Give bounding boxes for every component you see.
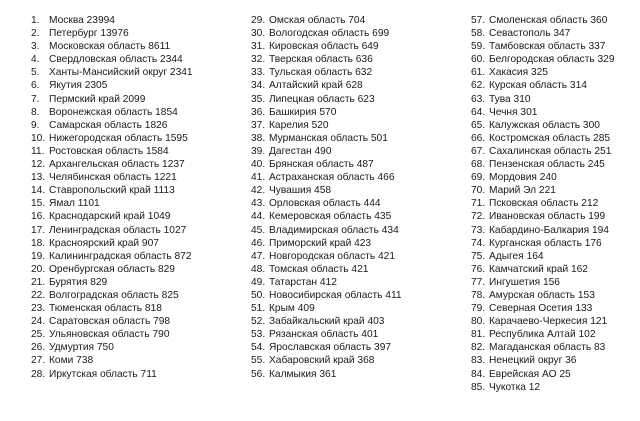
list-item-text: Нижегородская область 1595	[49, 132, 188, 144]
list-item-number: 80.	[471, 316, 486, 328]
list-item	[471, 132, 615, 145]
list-item	[251, 197, 402, 210]
list-item	[251, 315, 402, 328]
list-item-number: 28.	[31, 368, 46, 380]
list-item-number: 32.	[251, 54, 266, 66]
list-item-number: 71.	[471, 198, 486, 210]
list-item	[471, 53, 615, 66]
list-item-number: 78.	[471, 289, 486, 301]
list-item-text: Республика Алтай 102	[489, 329, 596, 341]
list-item	[31, 328, 193, 341]
list-item-number: 41.	[251, 172, 266, 184]
list-item-number: 2.	[31, 28, 40, 40]
list-item-text: Северная Осетия 133	[489, 303, 593, 315]
list-item	[471, 93, 615, 106]
list-item	[31, 14, 193, 27]
list-item-text: Калининградская область 872	[49, 250, 192, 262]
list-item	[251, 119, 402, 132]
list-item-number: 23.	[31, 303, 46, 315]
list-item-text: Кемеровская область 435	[269, 211, 392, 223]
list-item	[31, 171, 193, 184]
list-item-number: 37.	[251, 119, 266, 131]
list-item-number: 65.	[471, 119, 486, 131]
list-item-text: Еврейская АО 25	[489, 368, 571, 380]
list-item	[471, 315, 615, 328]
list-item	[31, 93, 193, 106]
list-item-number: 61.	[471, 67, 486, 79]
list-item	[471, 328, 615, 341]
list-item-text: Чувашия 458	[269, 185, 332, 197]
list-item	[251, 354, 402, 367]
list-item	[251, 328, 402, 341]
list-item	[251, 93, 402, 106]
list-item-text: Воронежская область 1854	[49, 106, 178, 118]
list-item-number: 72.	[471, 211, 486, 223]
list-item-text: Пензенская область 245	[489, 159, 605, 171]
list-item-text: Кировская область 649	[269, 41, 379, 53]
list-item	[471, 145, 615, 158]
list-item-text: Иркутская область 711	[49, 368, 157, 380]
list-item-text: Архангельская область 1237	[49, 159, 185, 171]
list-item-text: Волгоградская область 825	[49, 289, 179, 301]
list-item	[471, 224, 615, 237]
list-item-text: Тверская область 636	[269, 54, 373, 66]
list-item	[251, 171, 402, 184]
list-item	[31, 302, 193, 315]
list-item-number: 75.	[471, 250, 486, 262]
list-item	[251, 106, 402, 119]
list-item-number: 74.	[471, 237, 486, 249]
list-item	[471, 119, 615, 132]
list-item	[31, 368, 193, 381]
list-item-text: Орловская область 444	[269, 198, 381, 210]
list-item-number: 64.	[471, 106, 486, 118]
list-item-number: 7.	[31, 93, 40, 105]
list-item	[471, 197, 615, 210]
list-item	[471, 341, 615, 354]
list-item-text: Сахалинская область 251	[489, 145, 612, 157]
list-item-number: 40.	[251, 159, 266, 171]
list-item	[31, 184, 193, 197]
list-item-text: Белгородская область 329	[489, 54, 615, 66]
list-item-number: 4.	[31, 54, 40, 66]
list-item-text: Тамбовская область 337	[489, 41, 606, 53]
list-item-number: 11.	[31, 145, 45, 157]
list-item-number: 77.	[471, 276, 486, 288]
list-item-number: 29.	[251, 15, 266, 26]
list-item-number: 46.	[251, 237, 266, 249]
list-item	[31, 354, 193, 367]
list-item-number: 51.	[251, 303, 266, 315]
list-item-number: 15.	[31, 198, 46, 210]
list-item-text: Приморский край 423	[269, 237, 372, 249]
list-item-text: Татарстан 412	[269, 276, 337, 288]
list-item-text: Саратовская область 798	[49, 316, 171, 328]
list-item-text: Тува 310	[489, 93, 531, 105]
list-item	[251, 250, 402, 263]
list-item-text: Забайкальский край 403	[269, 316, 385, 328]
list-item-text: Рязанская область 401	[269, 329, 379, 341]
list-item-number: 66.	[471, 132, 486, 144]
list-item-text: Омская область 704	[269, 15, 366, 26]
list-item-text: Костромская область 285	[489, 132, 611, 144]
list-item-number: 35.	[251, 93, 266, 105]
list-item-text: Курганская область 176	[489, 237, 602, 249]
list-item	[471, 237, 615, 250]
list-item-number: 20.	[31, 263, 46, 275]
list-item	[251, 79, 402, 92]
list-item-number: 47.	[251, 250, 266, 262]
list-item-text: Магаданская область 83	[489, 342, 606, 354]
list-item	[251, 289, 402, 302]
list-item	[251, 158, 402, 171]
list-item-text: Ингушетия 156	[489, 276, 560, 288]
list-item	[31, 237, 193, 250]
list-item-number: 30.	[251, 28, 266, 40]
list-item-text: Красноярский край 907	[49, 237, 159, 249]
list-item-number: 83.	[471, 355, 486, 367]
list-item-text: Ямал 1101	[49, 198, 100, 210]
list-item	[31, 119, 193, 132]
list-item	[31, 341, 193, 354]
list-item-text: Самарская область 1826	[49, 119, 168, 131]
list-item-text: Хабаровский край 368	[269, 355, 375, 367]
list-item-text: Ханты-Мансийский округ 2341	[49, 67, 193, 79]
list-item	[471, 158, 615, 171]
list-item-number: 3.	[31, 41, 40, 53]
list-item-number: 19.	[31, 250, 46, 262]
list-item-text: Карелия 520	[269, 119, 329, 131]
list-item-number: 34.	[251, 80, 266, 92]
list-item-number: 42.	[251, 185, 266, 197]
list-item-text: Ставропольский край 1113	[49, 185, 175, 197]
list-item	[471, 66, 615, 79]
list-item-text: Москва 23994	[49, 15, 115, 26]
list-item	[251, 276, 402, 289]
list-item-number: 26.	[31, 342, 46, 354]
list-item-text: Калмыкия 361	[269, 368, 337, 380]
list-item-text: Ивановская область 199	[489, 211, 606, 223]
list-item-text: Кабардино-Балкария 194	[489, 224, 609, 236]
list-item	[31, 27, 193, 40]
list-item-number: 6.	[31, 80, 40, 92]
list-item-text: Чукотка 12	[489, 381, 541, 393]
list-item	[31, 106, 193, 119]
list-item-text: Ростовская область 1584	[49, 145, 169, 157]
list-item-number: 55.	[251, 355, 266, 367]
list-item	[251, 145, 402, 158]
list-item-number: 31.	[251, 41, 266, 53]
list-item	[251, 237, 402, 250]
list-item	[31, 79, 193, 92]
list-item-number: 70.	[471, 185, 486, 197]
list-item-text: Новгородская область 421	[269, 250, 395, 262]
list-item-text: Московская область 8611	[49, 41, 171, 53]
list-item-number: 17.	[31, 224, 46, 236]
list-item-number: 18.	[31, 237, 46, 249]
list-item-text: Якутия 2305	[49, 80, 108, 92]
list-item	[31, 40, 193, 53]
list-item-number: 62.	[471, 80, 486, 92]
list-item	[251, 368, 402, 381]
list-column-2	[251, 14, 402, 381]
list-item-number: 73.	[471, 224, 486, 236]
list-item	[251, 132, 402, 145]
list-item	[31, 276, 193, 289]
list-item	[31, 210, 193, 223]
list-item-number: 24.	[31, 316, 46, 328]
list-item-text: Алтайский край 628	[269, 80, 363, 92]
list-item-text: Краснодарский край 1049	[49, 211, 171, 223]
list-item	[31, 315, 193, 328]
list-item-text: Хакасия 325	[489, 67, 548, 79]
list-item-text: Томская область 421	[269, 263, 369, 275]
list-item-text: Калужская область 300	[489, 119, 600, 131]
list-item-number: 38.	[251, 132, 266, 144]
list-item-text: Марий Эл 221	[489, 185, 556, 197]
list-item	[471, 381, 615, 394]
list-item-text: Астраханская область 466	[269, 172, 395, 184]
list-item-number: 81.	[471, 329, 486, 341]
list-item-text: Новосибирская область 411	[269, 289, 402, 301]
list-item	[31, 197, 193, 210]
list-item-text: Бурятия 829	[49, 276, 108, 288]
list-item	[31, 145, 193, 158]
list-item-number: 27.	[31, 355, 46, 367]
list-item-text: Вологодская область 699	[269, 28, 390, 40]
list-item-number: 79.	[471, 303, 486, 315]
list-item-number: 45.	[251, 224, 266, 236]
list-item-number: 59.	[471, 41, 486, 53]
list-item	[471, 210, 615, 223]
list-item-number: 56.	[251, 368, 266, 380]
list-item	[31, 224, 193, 237]
list-item	[471, 27, 615, 40]
list-item-number: 68.	[471, 159, 486, 171]
list-item-text: Коми 738	[49, 355, 94, 367]
list-item-text: Мордовия 240	[489, 172, 557, 184]
list-item	[31, 250, 193, 263]
list-item-number: 49.	[251, 276, 266, 288]
list-item-text: Мурманская область 501	[269, 132, 388, 144]
list-item	[471, 171, 615, 184]
list-item	[251, 224, 402, 237]
list-item	[251, 53, 402, 66]
list-item	[471, 40, 615, 53]
list-item-text: Карачаево-Черкесия 121	[489, 316, 608, 328]
list-item	[31, 66, 193, 79]
list-item	[31, 53, 193, 66]
list-item-text: Псковская область 212	[489, 198, 599, 210]
list-item	[471, 79, 615, 92]
list-item	[471, 106, 615, 119]
list-item-number: 33.	[251, 67, 266, 79]
list-item-text: Ненецкий округ 36	[489, 355, 577, 367]
list-item-text: Ленинградская область 1027	[49, 224, 187, 236]
list-item	[251, 210, 402, 223]
list-item-text: Брянская область 487	[269, 159, 374, 171]
list-item-number: 44.	[251, 211, 266, 223]
list-item-text: Камчатский край 162	[489, 263, 588, 275]
list-item-text: Тюменская область 818	[49, 303, 162, 315]
list-item-text: Адыгея 164	[489, 250, 544, 262]
list-item-number: 50.	[251, 289, 266, 301]
list-item-text: Свердловская область 2344	[49, 54, 183, 66]
list-item	[471, 184, 615, 197]
list-item	[251, 66, 402, 79]
list-item-number: 36.	[251, 106, 266, 118]
list-item-text: Севастополь 347	[489, 28, 571, 40]
list-item	[251, 341, 402, 354]
list-item	[471, 302, 615, 315]
list-item-number: 21.	[31, 276, 46, 288]
list-item	[251, 184, 402, 197]
list-item-text: Тульская область 632	[269, 67, 373, 79]
list-item-text: Амурская область 153	[489, 289, 595, 301]
list-item-number: 5.	[31, 67, 40, 79]
list-item-number: 52.	[251, 316, 266, 328]
list-item-number: 12.	[31, 159, 46, 171]
list-item	[471, 289, 615, 302]
list-item-text: Челябинская область 1221	[49, 172, 177, 184]
list-item-number: 39.	[251, 145, 266, 157]
list-item-number: 76.	[471, 263, 486, 275]
list-item	[471, 368, 615, 381]
list-item-text: Оренбургская область 829	[49, 263, 175, 275]
list-item-number: 53.	[251, 329, 266, 341]
list-item	[251, 263, 402, 276]
list-item-text: Петербург 13976	[49, 28, 129, 40]
list-item-text: Владимирская область 434	[269, 224, 399, 236]
list-item-number: 10.	[31, 132, 46, 144]
list-item-text: Пермский край 2099	[49, 93, 146, 105]
list-item	[251, 302, 402, 315]
list-item-number: 43.	[251, 198, 266, 210]
list-item-number: 60.	[471, 54, 486, 66]
list-item	[251, 27, 402, 40]
list-item-number: 16.	[31, 211, 46, 223]
list-item	[471, 263, 615, 276]
list-item-text: Крым 409	[269, 303, 315, 315]
list-item-number: 22.	[31, 289, 46, 301]
list-item	[251, 40, 402, 53]
list-item-number: 69.	[471, 172, 486, 184]
list-item	[31, 158, 193, 171]
list-item-text: Дагестан 490	[269, 145, 332, 157]
list-item	[471, 14, 615, 27]
list-item-text: Чечня 301	[489, 106, 538, 118]
list-item-text: Ульяновская область 790	[49, 329, 170, 341]
list-item-number: 58.	[471, 28, 486, 40]
list-item-number: 82.	[471, 342, 486, 354]
list-item-number: 25.	[31, 329, 46, 341]
list-item-number: 84.	[471, 368, 486, 380]
list-item	[251, 14, 402, 27]
list-item-number: 9.	[31, 119, 40, 131]
list-item-text: Башкирия 570	[269, 106, 337, 118]
list-item-text: Курская область 314	[489, 80, 587, 92]
list-column-1	[31, 14, 193, 381]
list-item-number: 1.	[31, 15, 40, 26]
list-item-text: Липецкая область 623	[269, 93, 375, 105]
list-item-number: 67.	[471, 145, 486, 157]
list-item-number: 14.	[31, 185, 46, 197]
list-item-number: 48.	[251, 263, 266, 275]
list-column-3	[471, 14, 615, 394]
list-item-number: 54.	[251, 342, 266, 354]
list-item-number: 63.	[471, 93, 486, 105]
list-item-text: Смоленская область 360	[489, 15, 608, 26]
list-item	[471, 250, 615, 263]
list-item	[471, 354, 615, 367]
list-item-number: 13.	[31, 172, 46, 184]
list-item-number: 8.	[31, 106, 40, 118]
list-item	[31, 132, 193, 145]
list-item-text: Ярославская область 397	[269, 342, 392, 354]
list-item	[471, 276, 615, 289]
list-item	[31, 289, 193, 302]
list-item-text: Удмуртия 750	[49, 342, 114, 354]
list-item-number: 85.	[471, 381, 486, 393]
list-item-number: 57.	[471, 15, 486, 26]
list-item	[31, 263, 193, 276]
